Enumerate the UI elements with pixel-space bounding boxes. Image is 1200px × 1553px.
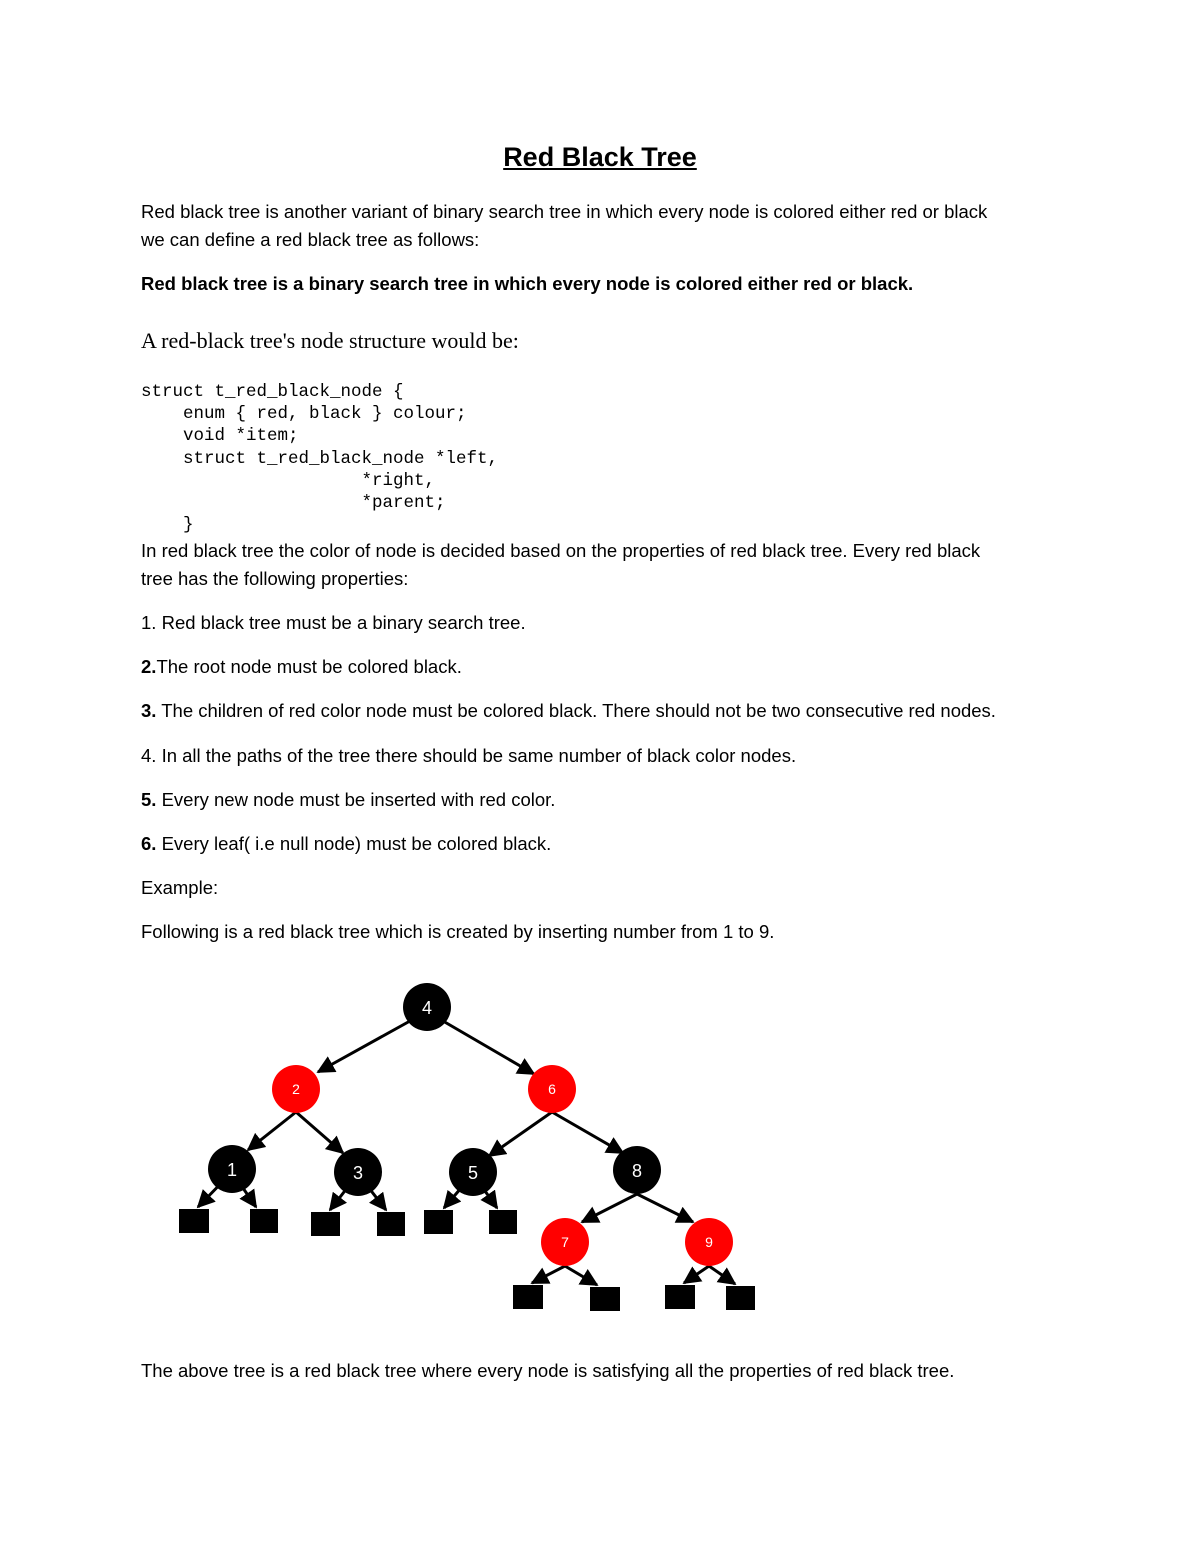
property-number: 4. — [141, 745, 157, 766]
tree-node-label: 4 — [421, 998, 433, 1018]
code-block: struct t_red_black_node { enum { red, black } colour; void *item; struct t_red_black_node *left, *right, *parent; } — [141, 382, 499, 536]
property-text: Every leaf( i.e null node) must be colored black. — [156, 833, 552, 854]
tree-edge — [248, 1112, 296, 1150]
property-number: 3. — [141, 700, 157, 721]
null-leaf — [179, 1209, 209, 1233]
tree-edge — [443, 1021, 534, 1074]
example-description: Following is a red black tree which is created by inserting number from 1 to 9. — [141, 921, 775, 942]
leaf-edge — [532, 1266, 565, 1283]
intro-line-1: Red black tree is another variant of binary search tree in which every node is colored either red or black — [141, 201, 988, 222]
tree-node-label: 1 — [226, 1160, 238, 1180]
tree-edge — [637, 1194, 693, 1222]
property-number: 1. — [141, 612, 157, 633]
tree-node-label: 9 — [705, 1234, 713, 1250]
null-leaf — [377, 1212, 405, 1236]
tree-node-label: 6 — [548, 1081, 556, 1097]
closing-text: The above tree is a red black tree where every node is satisfying all the properties of red black tree. — [141, 1360, 955, 1381]
tree-node-label: 2 — [292, 1081, 300, 1097]
property-text: In all the paths of the tree there should be same number of black color nodes. — [156, 745, 797, 766]
property-number: 5. — [141, 789, 157, 810]
page-title: Red Black Tree — [503, 142, 697, 172]
tree-edge — [489, 1112, 552, 1156]
null-leaf — [513, 1285, 543, 1309]
null-leaf — [590, 1287, 620, 1311]
null-leaf — [250, 1209, 278, 1233]
tree-node-label: 7 — [561, 1234, 569, 1250]
property-text: The children of red color node must be colored black. There should not be two consecutive red nodes. — [156, 700, 996, 721]
null-leaf — [665, 1285, 695, 1309]
property-text: Every new node must be inserted with red color. — [156, 789, 556, 810]
tree-edge — [582, 1194, 637, 1222]
null-leaf — [424, 1210, 453, 1234]
leaf-edge — [684, 1266, 709, 1283]
node-structure-heading: A red-black tree's node structure would be: — [141, 328, 519, 353]
tree-edge — [296, 1112, 343, 1153]
intro-line-2: we can define a red black tree as follows: — [141, 229, 480, 250]
property-number: 6. — [141, 833, 157, 854]
leaf-edge — [709, 1266, 735, 1284]
tree-node-label: 5 — [467, 1163, 479, 1183]
properties-intro-line-2: tree has the following properties: — [141, 568, 409, 589]
tree-node-label: 3 — [352, 1163, 364, 1183]
example-label: Example: — [141, 877, 219, 898]
property-text: Red black tree must be a binary search tree. — [156, 612, 526, 633]
properties-intro-line-1: In red black tree the color of node is decided based on the properties of red black tree. Every red black — [141, 540, 981, 561]
null-leaf — [726, 1286, 755, 1310]
null-leaf — [489, 1210, 517, 1234]
tree-node-label: 8 — [631, 1161, 643, 1181]
tree-edge — [552, 1112, 623, 1153]
leaf-edge — [565, 1266, 597, 1285]
definition-text: Red black tree is a binary search tree in which every node is colored either red or black. — [141, 273, 914, 294]
null-leaf — [311, 1212, 340, 1236]
tree-edge — [318, 1021, 410, 1072]
property-number: 2. — [141, 656, 157, 677]
property-text: The root node must be colored black. — [156, 656, 462, 677]
